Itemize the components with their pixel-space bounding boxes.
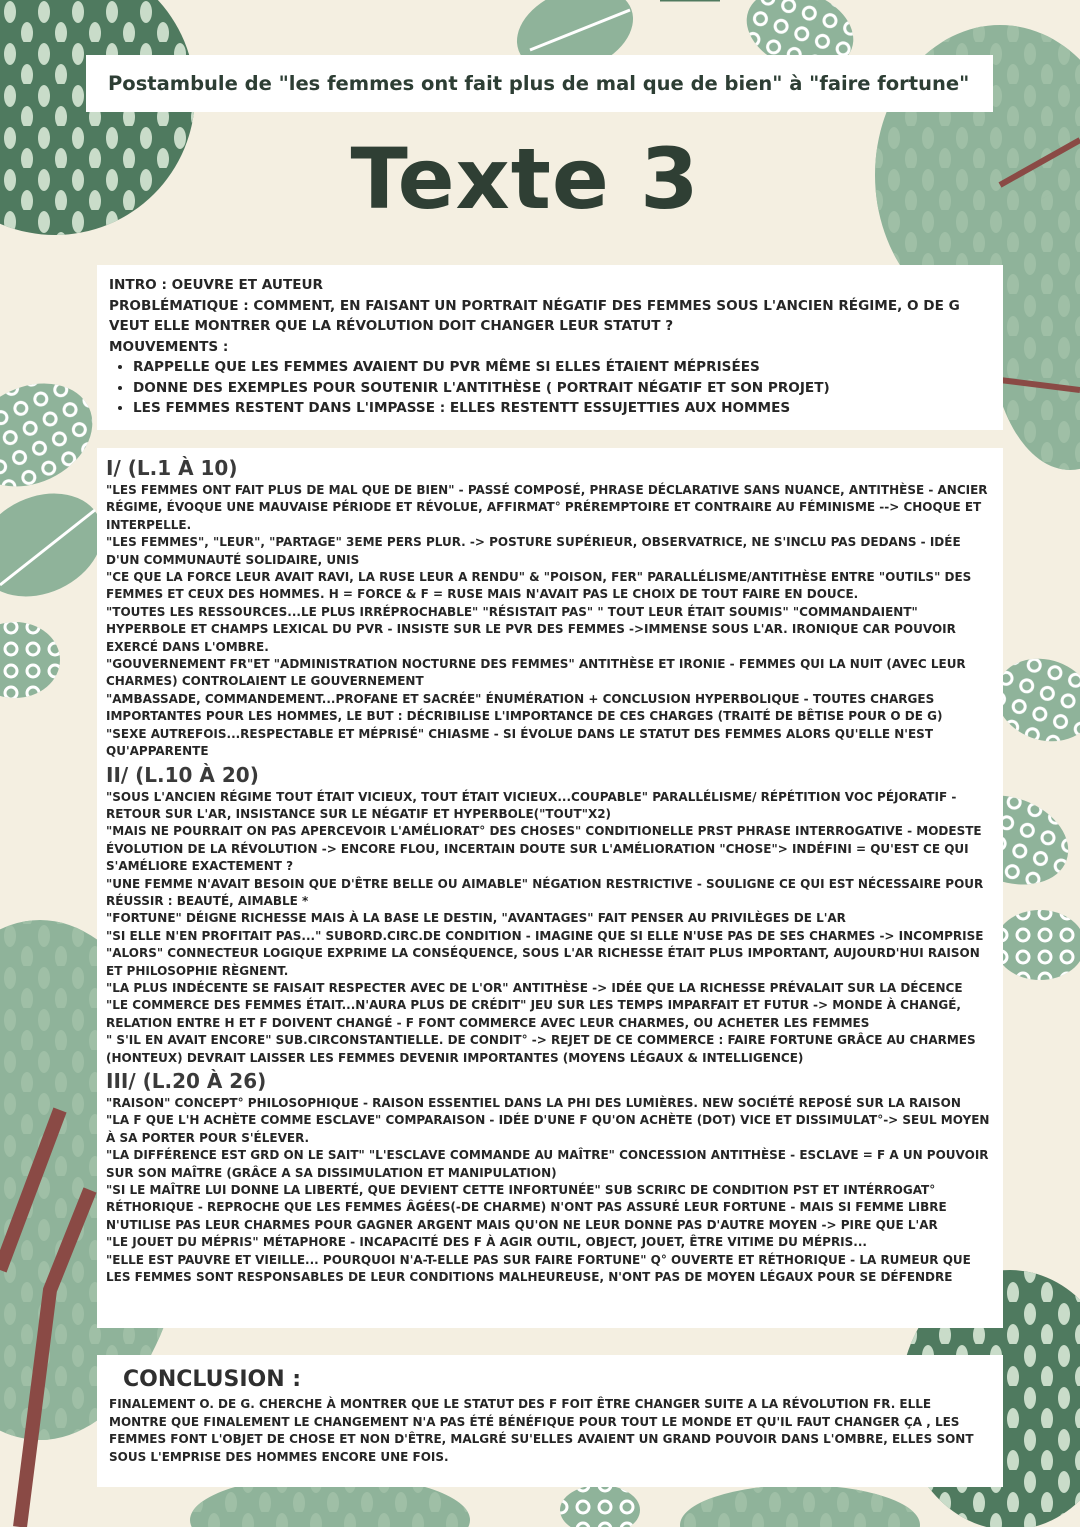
list-item: • DONNE DES EXEMPLES POUR SOUTENIR L'ANTITHÈSE ( PORTRAIT NÉGATIF ET SON PROJET) <box>133 378 991 399</box>
paragraph: "LE JOUET DU MÉPRIS" MÉTAPHORE - INCAPACITÉ DES F À AGIR OUTIL, OBJECT, JOUET, ÊTRE VITIME DU MÉPRIS... <box>106 1235 867 1250</box>
paragraph: "ELLE EST PAUVRE ET VIEILLE... POURQUOI N'A-T-ELLE PAS SUR FAIRE FORTUNE" Q° OUVERTE ET RÉTHORIQUE - LA RUMEUR QUE LES FEMMES SONT RESPONSABLES DE LEUR CONDITIONS MALHEUREUSE, N'ONT PAS DE MOYEN LÉGAUX POUR SE DÉFENDRE <box>106 1252 971 1285</box>
paragraph: "ALORS" CONNECTEUR LOGIQUE EXPRIME LA CONSÉQUENCE, SOUS L'AR RICHESSE ÉTAIT PLUS IMPORTANT, AUJOURD'HUI RAISON ET PHILOSOPHIE RÈGNENT. <box>106 946 980 978</box>
mouvements-list <box>109 357 991 419</box>
paragraph: "LA DIFFÉRENCE EST GRD ON LE SAIT" "L'ESCLAVE COMMANDE AU MAÎTRE" CONCESSION ANTITHÈSE - ESCLAVE = F A UN POUVOIR SUR SON MAÎTRE (GRÂCE A SA DISSIMULATION ET MANIPULATION) <box>106 1148 989 1180</box>
list-item: • LES FEMMES RESTENT DANS L'IMPASSE : ELLES RESTENTT ESSUJETTIES AUX HOMMES <box>133 398 991 419</box>
mouvements-label: MOUVEMENTS : <box>109 338 229 355</box>
section-body-1 <box>106 482 994 761</box>
paragraph: "SI ELLE N'EN PROFITAIT PAS..." SUBORD.CIRC.DE CONDITION - IMAGINE QUE SI ELLE N'USE PAS DE SES CHARMES -> INCOMPRISE <box>106 928 984 943</box>
paragraph: "SI LE MAÎTRE LUI DONNE LA LIBERTÉ, QUE DEVIENT CETTE INFORTUNÉE" SUB SCRIRC DE CONDITION PST ET INTÉRROGAT° RÉTHORIQUE - REPROCHE QUE LES FEMMES ÂGÉES(-DE CHARME) N'ONT PAS ASSURÉ LEUR FORTUNE - MAIS SI FEMME LIBRE N'UTILISE PAS LEUR CHARMES POUR GAGNER ARGENT MAIS QU'ON NE LEUR DONNE PAS D'AUTRE MOYEN -> PIRE QUE L'AR <box>106 1183 947 1232</box>
paragraph: "FORTUNE" DÉIGNE RICHESSE MAIS À LA BASE LE DESTIN, "AVANTAGES" FAIT PENSER AU PRIVILÈGES DE L'AR <box>106 911 846 926</box>
paragraph: "LE COMMERCE DES FEMMES ÉTAIT...N'AURA PLUS DE CRÉDIT" JEU SUR LES TEMPS IMPARFAIT ET FUTUR -> MONDE À CHANGÉ, RELATION ENTRE H ET F DOIVENT CHANGÉ - F FONT COMMERCE AVEC LEUR CHARMES, OU ACHETER LES FEMMES <box>106 998 961 1030</box>
paragraph: "LA PLUS INDÉCENTE SE FAISAIT RESPECTER AVEC DE L'OR" ANTITHÈSE -> IDÉE QUE LA RICHESSE PRÉVALAIT SUR LA DÉCENCE <box>106 980 963 995</box>
paragraph: "SOUS L'ANCIEN RÉGIME TOUT ÉTAIT VICIEUX, TOUT ÉTAIT VICIEUX...COUPABLE" PARALLÉLISME/ RÉPÉTITION VOC PÉJORATIF - RETOUR SUR L'AR, INSISTANCE SUR LE NÉGATIF ET HYPERBOLE("TOUT"X2) <box>106 789 957 821</box>
section-body-3 <box>106 1095 994 1286</box>
paragraph: "LA F QUE L'H ACHÈTE COMME ESCLAVE" COMPARAISON - IDÉE D'UNE F QU'ON ACHÈTE (DOT) VICE ET DISSIMULAT°-> SEUL MOYEN À SA PORTER POUR S'ÉLEVER. <box>106 1113 990 1145</box>
conclusion-box <box>97 1355 1003 1487</box>
paragraph: "LES FEMMES ONT FAIT PLUS DE MAL QUE DE BIEN" - PASSÉ COMPOSÉ, PHRASE DÉCLARATIVE SANS NUANCE, ANTITHÈSE - ANCIER RÉGIME, ÉVOQUE UNE MAUVAISE PÉRIODE ET RÉVOLUE, AFFIRMAT° PRÉREMPTOIRE ET CONTRAIRE AU FÉMINISME --> CHOQUE ET INTERPELLE. <box>106 483 988 532</box>
paragraph: "CE QUE LA FORCE LEUR AVAIT RAVI, LA RUSE LEUR A RENDU" & "POISON, FER" PARALLÉLISME/ANTITHÈSE ENTRE "OUTILS" DES FEMMES ET CEUX DES HOMMES. H = FORCE & F = RUSE MAIS N'AVAIT PAS LE CHOIX DE TOUT FAIRE EN DOUCE. <box>106 570 972 602</box>
list-item: • RAPPELLE QUE LES FEMMES AVAIENT DU PVR MÊME SI ELLES ÉTAIENT MÉPRISÉES <box>133 357 991 378</box>
section-body-2 <box>106 789 994 1068</box>
paragraph: "GOUVERNEMENT FR"ET "ADMINISTRATION NOCTURNE DES FEMMES" ANTITHÈSE ET IRONIE - FEMMES QUI LA NUIT (AVEC LEUR CHARMES) CONTROLAIENT LE GOUVERNEMENT <box>106 657 966 689</box>
conclusion-text: FINALEMENT O. DE G. CHERCHE À MONTRER QUE LE STATUT DES F FOIT ÊTRE CHANGER SUITE A LA RÉVOLUTION FR. ELLE MONTRE QUE FINALEMENT LE CHANGEMENT N'A PAS ÉTÉ BÉNÉFIQUE POUR TOUT LE MONDE ET QU'IL FAUT CHANGER ÇA , LES FEMMES FONT L'OBJET DE CHOSE ET NON D'ÊTRE, MALGRÉ SU'ELLES AVAIENT UN GRAND POUVOIR DANS L'OMBRE, ELLES SONT SOUS L'EMPRISE DES HOMMES ENCORE UNE FOIS. <box>109 1397 974 1464</box>
section-title-1: I/ (L.1 À 10) <box>106 456 238 480</box>
intro-box <box>97 265 1003 430</box>
section-title-2: II/ (L.10 À 20) <box>106 762 259 787</box>
paragraph: " S'IL EN AVAIT ENCORE" SUB.CIRCONSTANTIELLE. DE CONDIT° -> REJET DE CE COMMERCE : FAIRE FORTUNE GRÂCE AU CHARMES (HONTEUX) DEVRAIT LAISSER LES FEMMES DEVENIR IMPORTANTES (MOYENS LÉGAUX & INTELLIGENCE) <box>106 1033 976 1065</box>
analysis-box <box>97 448 1003 1328</box>
page-title: Texte 3 <box>350 130 700 228</box>
header-box <box>86 55 993 112</box>
section-title-3: III/ (L.20 À 26) <box>106 1069 267 1093</box>
conclusion-title: CONCLUSION : <box>123 1367 302 1392</box>
paragraph: "SEXE AUTREFOIS...RESPECTABLE ET MÉPRISÉ" CHIASME - SI ÉVOLUE DANS LE STATUT DES FEMMES ALORS QU'ELLE N'EST QU'APPARENTE <box>106 726 934 759</box>
paragraph: "UNE FEMME N'AVAIT BESOIN QUE D'ÊTRE BELLE OU AIMABLE" NÉGATION RESTRICTIVE - SOULIGNE CE QUI EST NÉCESSAIRE POUR RÉUSSIR : BEAUTÉ, AIMABLE * <box>106 876 984 908</box>
paragraph: "AMBASSADE, COMMANDEMENT...PROFANE ET SACRÉE" ÉNUMÉRATION + CONCLUSION HYPERBOLIQUE - TOUTES CHARGES IMPORTANTES POUR LES HOMMES, LE BUT : DÉCRIBILISE L'IMPORTANCE DE CES CHARGES (TRAITÉ DE BÊTISE POUR O DE G) <box>106 691 943 724</box>
intro-line: INTRO : OEUVRE ET AUTEUR <box>109 277 324 293</box>
header-text: Postambule de "les femmes ont fait plus de mal que de bien" à "faire fortune" <box>108 72 970 95</box>
paragraph: "MAIS NE POURRAIT ON PAS APERCEVOIR L'AMÉLIORAT° DES CHOSES" CONDITIONELLE PRST PHRASE INTERROGATIVE - MODESTE ÉVOLUTION DE LA RÉVOLUTION -> ENCORE FLOU, INCERTAIN DOUTE SUR L'AMÉLIORATION "CHOSE"> INDÉFINI = QU'EST CE QUI S'AMÉLIORE EXACTEMENT ? <box>106 824 982 874</box>
paragraph: "RAISON" CONCEPT° PHILOSOPHIQUE - RAISON ESSENTIEL DANS LA PHI DES LUMIÈRES. NEW SOCIÉTÉ REPOSÉ SUR LA RAISON <box>106 1096 961 1110</box>
problematique: PROBLÉMATIQUE : COMMENT, EN FAISANT UN PORTRAIT NÉGATIF DES FEMMES SOUS L'ANCIEN RÉGIME, O DE G VEUT ELLE MONTRER QUE LA RÉVOLUTION DOIT CHANGER LEUR STATUT ? <box>109 297 960 334</box>
paragraph: "LES FEMMES", "LEUR", "PARTAGE" 3EME PERS PLUR. -> POSTURE SUPÉRIEUR, OBSERVATRICE, NE S'INCLU PAS DEDANS - IDÉE D'UN COMMUNAUTÉ SOLIDAIRE, UNIS <box>106 535 961 567</box>
paragraph: "TOUTES LES RESSOURCES...LE PLUS IRRÉPROCHABLE" "RÉSISTAIT PAS" " TOUT LEUR ÉTAIT SOUMIS" "COMMANDAIENT" HYPERBOLE ET CHAMPS LEXICAL DU PVR - INSISTE SUR LE PVR DES FEMMES ->IMMENSE SOUS L'AR. IRONIQUE CAR POUVOIR EXERCÉ DANS L'OMBRE. <box>106 604 956 654</box>
